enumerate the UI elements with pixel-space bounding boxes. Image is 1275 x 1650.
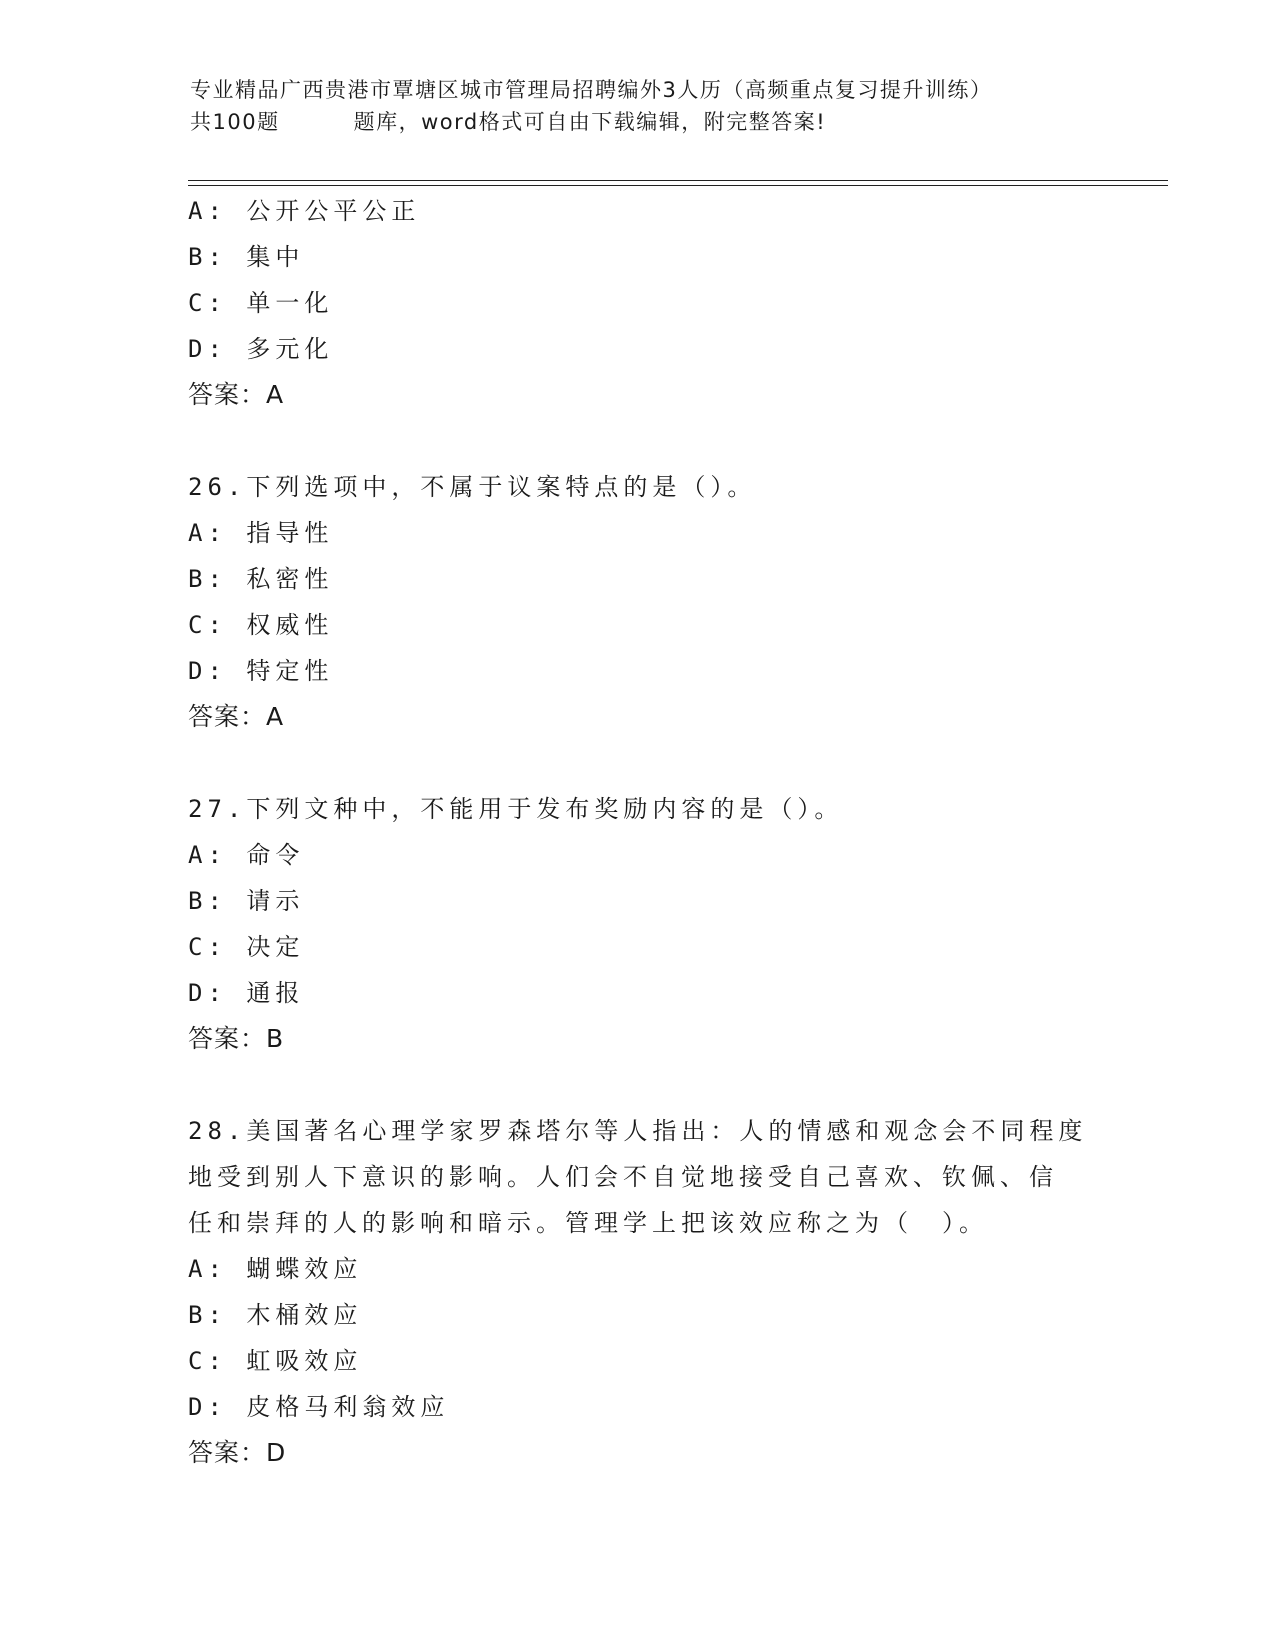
answer-label: 答案：A [188, 702, 285, 731]
option-a: A: 命令 [188, 841, 305, 869]
header-divider-thin [188, 185, 1168, 186]
option-a: A: 公开公平公正 [188, 197, 421, 225]
option-c: C: 单一化 [188, 289, 334, 317]
question-26 [188, 464, 1088, 740]
option-c: C: 权威性 [188, 611, 334, 639]
question-28 [188, 1108, 1088, 1476]
question-stem: 26.下列选项中，不属于议案特点的是（）。 [188, 473, 757, 501]
question-stem-line-3: 任和崇拜的人的影响和暗示。管理学上把该效应称之为（ ）。 [188, 1209, 988, 1237]
option-b: B: 私密性 [188, 565, 334, 593]
question-stem-line-1: 28.美国著名心理学家罗森塔尔等人指出：人的情感和观念会不同程度 [188, 1117, 1088, 1145]
option-b: B: 木桶效应 [188, 1301, 363, 1329]
question-25 [188, 188, 1088, 418]
option-c: C: 虹吸效应 [188, 1347, 363, 1375]
answer-label: 答案：B [188, 1024, 285, 1053]
header-description: 题库，word格式可自由下载编辑，附完整答案! [353, 110, 827, 134]
option-c: C: 决定 [188, 933, 305, 961]
question-stem-line-2: 地受到别人下意识的影响。人们会不自觉地接受自己喜欢、钦佩、信 [188, 1163, 1058, 1191]
question-27 [188, 786, 1088, 1062]
option-d: D: 特定性 [188, 657, 334, 685]
answer-label: 答案：D [188, 1438, 287, 1467]
question-list [188, 188, 1088, 1476]
header-divider-thick [188, 180, 1168, 181]
option-b: B: 请示 [188, 887, 305, 915]
header-subtitle-line [190, 106, 1090, 138]
option-a: A: 指导性 [188, 519, 334, 547]
header-title-line: 专业精品广西贵港市覃塘区城市管理局招聘编外3人历（高频重点复习提升训练） [190, 78, 993, 102]
option-d: D: 多元化 [188, 335, 334, 363]
option-b: B: 集中 [188, 243, 305, 271]
option-d: D: 皮格马利翁效应 [188, 1393, 450, 1421]
question-stem: 27.下列文种中，不能用于发布奖励内容的是（）。 [188, 795, 844, 823]
header-question-count: 共100题 [190, 110, 280, 134]
option-a: A: 蝴蝶效应 [188, 1255, 363, 1283]
answer-label: 答案：A [188, 380, 285, 409]
document-header [190, 74, 1090, 138]
option-d: D: 通报 [188, 979, 305, 1007]
